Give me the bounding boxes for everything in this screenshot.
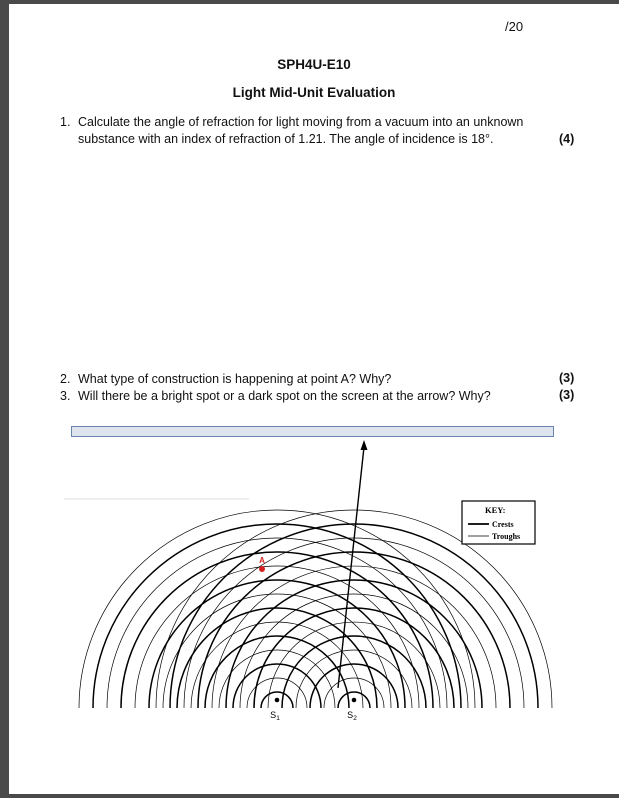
question-1-number: 1. (60, 115, 71, 129)
point-a-label: A (259, 556, 265, 565)
question-1-text-line-1: Calculate the angle of refraction for light moving from a vacuum into an unknown (78, 115, 524, 129)
point-a-marker (259, 566, 265, 572)
question-3-marks: (3) (559, 388, 575, 402)
score-total: /20 (505, 19, 524, 34)
source-1-label: $S_1$ (270, 710, 280, 722)
question-2-marks: (3) (559, 371, 575, 385)
interference-diagram (9, 4, 619, 794)
course-code: SPH4U-E10 (277, 57, 351, 72)
source-1-dot (275, 698, 280, 703)
question-1-text-line-2: substance with an index of refraction of 1.21. The angle of incidence is 18°. (78, 132, 494, 146)
worksheet-page (9, 4, 619, 794)
source-2-label: $S_2$ (347, 710, 357, 722)
key-troughs-label: Troughs (492, 532, 521, 541)
ray-arrow-head (361, 440, 368, 450)
source-2-dot (352, 698, 357, 703)
page-title: Light Mid-Unit Evaluation (232, 85, 396, 100)
question-2-number: 2. (60, 372, 71, 386)
key-title: KEY: (485, 505, 506, 515)
question-3-text: Will there be a bright spot or a dark spot on the screen at the arrow? Why? (78, 389, 491, 403)
question-3-number: 3. (60, 389, 71, 403)
question-1-marks: (4) (559, 132, 575, 146)
question-2-text: What type of construction is happening at point A? Why? (78, 372, 392, 386)
diagram-key (462, 501, 535, 544)
key-crests-label: Crests (492, 520, 514, 529)
